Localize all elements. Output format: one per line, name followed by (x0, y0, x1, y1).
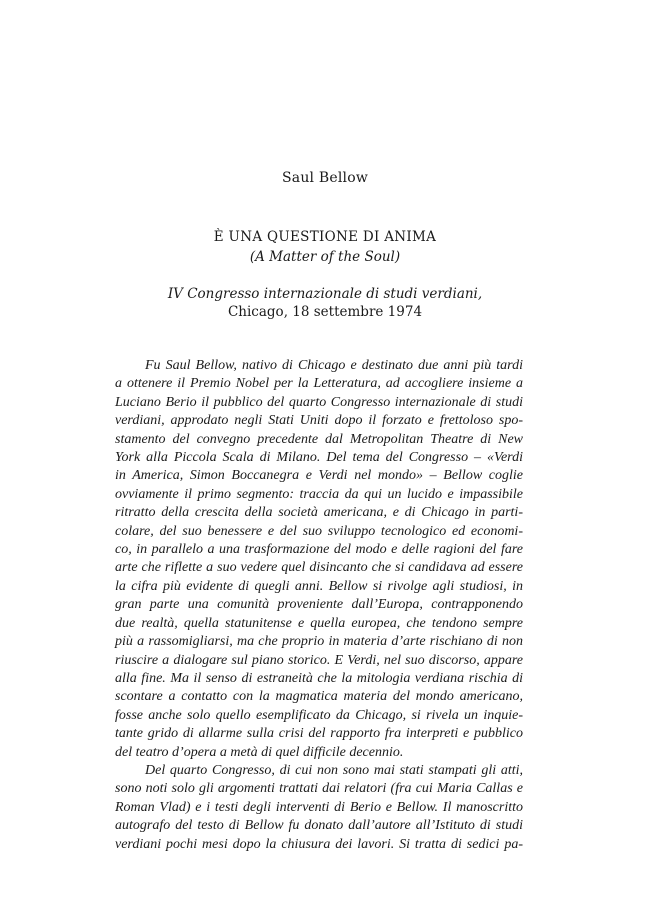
body-line: fosse anche solo quello esemplificato da Chicago, si rivela un inquie- (115, 707, 523, 723)
body-line: ritratto della crescita della società americana, e di Chicago in parti- (115, 505, 523, 521)
venue-line-2: Chicago, 18 settembre 1974 (227, 304, 423, 320)
body-line: a ottenere il Premio Nobel per la Letteratura, ad accogliere insieme a (115, 376, 523, 392)
body-line: riuscire a dialogare sul piano storico. E Verdi, nel suo discorso, appare (115, 652, 523, 668)
body-line: due realtà, quella statunitense e quella europea, che tendono sempre (115, 615, 523, 631)
body-line: verdiani, approdato negli Stati Uniti dopo il forzato e frettoloso spo- (115, 413, 523, 429)
body-line: arte che riflette a suo vedere quel disincanto che si candidava ad essere (115, 560, 523, 576)
body-text (115, 357, 523, 854)
article-title: È UNA QUESTIONE DI ANIMA (213, 229, 437, 245)
body-line: ovviamente il primo segmento: traccia da qui un lucido e impassibile (115, 486, 523, 502)
body-line: Del quarto Congresso, di cui non sono mai stati stampati gli atti, (145, 762, 523, 778)
body-line: la cifra più evidente di quegli anni. Bellow si rivolge agli studiosi, in (115, 578, 523, 594)
venue-line-1: IV Congresso internazionale di studi verdiani, (167, 286, 483, 302)
body-line: alla fine. Ma il senso di estraneità che la mitologia verdiana rischia di (115, 670, 523, 686)
body-line: gran parte una comunità proveniente dall’Europa, contrapponendo (115, 597, 523, 613)
body-line: più a rassomigliarsi, ma che proprio in materia d’arte rischiano di non (115, 634, 523, 650)
body-line: autografo del testo di Bellow fu donato dall’autore all’Istituto di studi (115, 818, 523, 834)
body-line: del teatro d’opera a metà di quel difficile decennio. (115, 744, 404, 760)
body-line: Roman Vlad) e i testi degli interventi di Berio e Bellow. Il manoscritto (115, 799, 523, 815)
body-line: York alla Piccola Scala di Milano. Del tema del Congresso – «Verdi (115, 450, 523, 466)
body-line: Luciano Berio il pubblico del quarto Congresso internazionale di studi (115, 394, 523, 410)
body-line: scontare a contatto con la magmatica materia del mondo americano, (115, 689, 523, 705)
article-subtitle: (A Matter of the Soul) (249, 249, 401, 265)
body-line: colare, del suo benessere e del suo sviluppo tecnologico ed economi- (115, 523, 523, 539)
body-line: in America, Simon Boccanegra e Verdi nel mondo» – Bellow coglie (115, 468, 523, 484)
body-line: co, in parallelo a una trasformazione del modo e delle ragioni del fare (115, 542, 523, 558)
body-line: Fu Saul Bellow, nativo di Chicago e destinato due anni più tardi (145, 358, 523, 373)
author-name: Saul Bellow (281, 170, 369, 186)
body-line: verdiani pochi mesi dopo la chiusura dei lavori. Si tratta di sedici pa- (115, 836, 523, 852)
body-line: sono noti solo gli argomenti trattati dai relatori (fra cui Maria Callas e (115, 781, 523, 797)
body-line: tante grido di allarme sulla crisi del rapporto fra interpreti e pubblico (115, 726, 523, 742)
body-line: stamento del convegno precedente dal Metropolitan Theatre di New (115, 431, 523, 447)
